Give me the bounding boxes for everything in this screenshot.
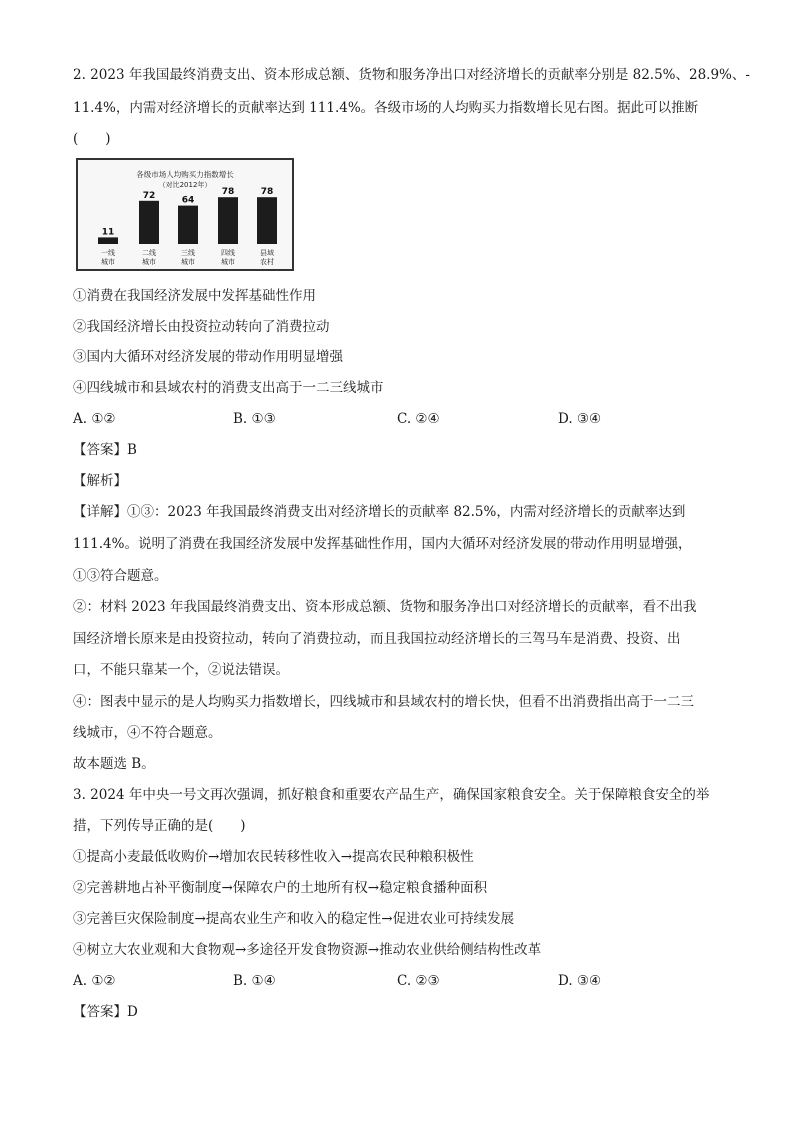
q3-choice-d: D. ③④: [558, 973, 602, 989]
chart-subtitle: （对比2012年）: [158, 181, 212, 189]
bar-value-label: 78: [221, 187, 235, 198]
chart-title: 各级市场人均购买力指数增长: [136, 170, 234, 179]
purchasing-power-chart: [76, 158, 294, 271]
q2-option-4: ④四线城市和县域农村的消费支出高于一二三线城市: [73, 380, 384, 396]
category-label: 一线: [101, 249, 115, 257]
q2-explain-line-2: 111.4%。说明了消费在我国经济发展中发挥基础性作用，国内大循环对经济发展的带动作用明显增强，: [73, 536, 692, 552]
q2-option-1: ①消费在我国经济发展中发挥基础性作用: [73, 288, 316, 304]
q2-answer: [73, 441, 137, 459]
category-label: 城市: [181, 258, 195, 266]
q3-option-4: ④树立大农业观和大食物观→多途径开发食物资源→推动农业供给侧结构性改革: [73, 942, 542, 958]
q3-answer: [73, 1003, 138, 1021]
q2-choice-a: A. ①②: [73, 411, 116, 427]
bar-5: [257, 197, 277, 244]
q2-stem-line-1: 2. 2023 年我国最终消费支出、资本形成总额、货物和服务净出口对经济增长的贡献率分别是 82.5%、28.9%、-: [73, 67, 750, 83]
q2-answer-tag: 【答案】: [73, 442, 127, 458]
q2-choice-c: C. ②④: [397, 411, 440, 427]
q3-choice-a: A. ①②: [73, 973, 116, 989]
q3-choice-b: B. ①④: [233, 973, 276, 989]
q3-answer-tag: 【答案】: [73, 1004, 127, 1020]
bar-4: [218, 197, 238, 244]
chart-canvas: [78, 160, 292, 269]
q2-explain-line-4: ②：材料 2023 年我国最终消费支出、资本形成总额、货物和服务净出口对经济增长的贡献率，看不出我: [73, 599, 697, 615]
q3-option-1: ①提高小麦最低收购价→增加农民转移性收入→提高农民种粮积极性: [73, 849, 474, 865]
category-label: 城市: [142, 258, 156, 266]
q3-answer-value: D: [127, 1004, 138, 1020]
q2-analysis-tag: 【解析】: [73, 473, 127, 489]
q2-explain-line-1: [73, 503, 685, 521]
category-label: 城市: [101, 258, 115, 266]
q2-stem-line-2: 11.4%，内需对经济增长的贡献率达到 111.4%。各级市场的人均购买力指数增长见右图。据此可以推断: [73, 100, 699, 116]
bar-2: [139, 201, 159, 244]
q3-option-2: ②完善耕地占补平衡制度→保障农户的土地所有权→稳定粮食播种面积: [73, 880, 488, 896]
q2-detail-tag: 【详解】: [73, 504, 127, 520]
q3-choice-c: C. ②③: [397, 973, 440, 989]
q2-explain-line-9: 故本题选 B。: [73, 756, 155, 772]
q2-option-3: ③国内大循环对经济发展的带动作用明显增强: [73, 349, 343, 365]
q2-explain-line-3: ①③符合题意。: [73, 568, 168, 584]
bar-value-label: 72: [142, 190, 156, 201]
q3-stem-line-2: 措，下列传导正确的是( ): [73, 818, 246, 834]
q2-explain-line-6: 口，不能只靠某一个，②说法错误。: [73, 662, 289, 678]
category-label: 二线: [142, 249, 156, 257]
category-label: 县域: [260, 249, 274, 257]
bar-3: [178, 206, 198, 244]
bar-value-label: 78: [260, 187, 274, 198]
q2-explain-line-8: 线城市，④不符合题意。: [73, 725, 222, 741]
bar-value-label: 64: [181, 195, 195, 206]
q2-explain-line-5: 国经济增长原来是由投资拉动，转向了消费拉动，而且我国拉动经济增长的三驾马车是消费、投资、出: [73, 631, 681, 647]
q3-option-3: ③完善巨灾保险制度→提高农业生产和收入的稳定性→促进农业可持续发展: [73, 911, 515, 927]
q2-choice-b: B. ①③: [233, 411, 276, 427]
q2-explain-text-1: ①③：2023 年我国最终消费支出对经济增长的贡献率 82.5%，内需对经济增长的贡献率达到: [127, 504, 686, 520]
bar-value-label: 11: [101, 227, 115, 238]
category-label: 四线: [221, 249, 235, 257]
q2-choice-d: D. ③④: [558, 411, 602, 427]
category-label: 城市: [221, 258, 235, 266]
q2-explain-line-7: ④：图表中显示的是人均购买力指数增长，四线城市和县域农村的增长快，但看不出消费指出高于一二三: [73, 694, 694, 710]
bar-1: [98, 237, 118, 244]
q2-stem-line-3: ( ): [73, 131, 111, 147]
q2-answer-value: B: [127, 442, 137, 458]
q3-stem-line-1: 3. 2024 年中央一号文再次强调，抓好粮食和重要农产品生产，确保国家粮食安全。关于保障粮食安全的举: [73, 787, 710, 803]
category-label: 三线: [181, 249, 195, 257]
q2-option-2: ②我国经济增长由投资拉动转向了消费拉动: [73, 319, 330, 335]
category-label: 农村: [260, 258, 274, 266]
